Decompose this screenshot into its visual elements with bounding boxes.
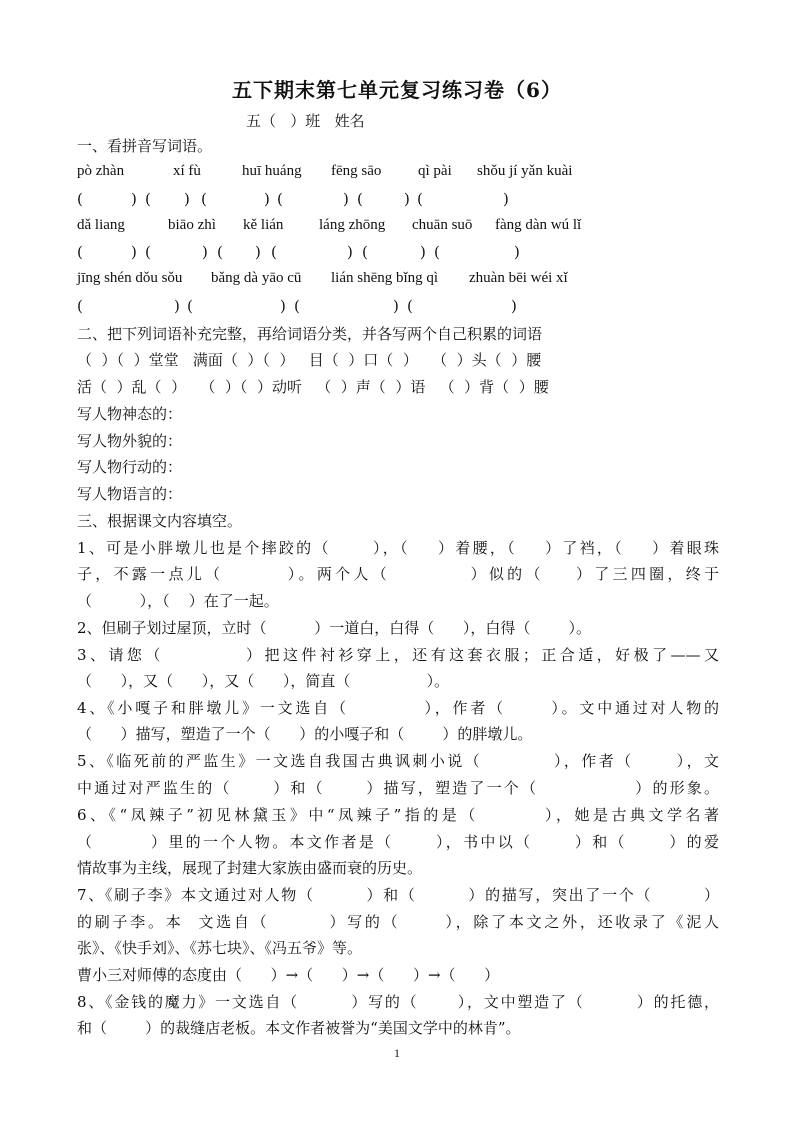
fill-line: 1、可是小胖墩儿也是个摔跤的（ ），（ ）着腰，（ ）了裆，（ ）着眼珠: [77, 539, 719, 557]
blank-open: (: [357, 190, 363, 208]
blank-close: ): [202, 243, 208, 261]
pinyin-item: pò zhàn: [77, 163, 125, 179]
pinyin-item: chuān suō: [412, 217, 473, 233]
blank-open: (: [77, 190, 83, 208]
answer-blanks-row-1: [77, 190, 777, 210]
fill-line: 8、《金钱的魔力》一文选自（ ）写的（ ），文中塑造了（ ）的托德，: [77, 993, 719, 1011]
pinyin-item: biāo zhì: [168, 217, 216, 233]
pinyin-item: fàng dàn wú lǐ: [495, 217, 582, 233]
section1-heading: 一、看拼音写词语。: [77, 137, 213, 155]
answer-blanks-row-3: [77, 297, 777, 317]
fill-line: （ ）描写，塑造了一个（ ）的小嘎子和（ ）的胖墩儿。: [77, 725, 533, 743]
fill-line: （ ），（ ）在了一起。: [77, 592, 279, 610]
category-expression: 写人物神态的：: [77, 405, 183, 423]
blank-open: (: [77, 297, 83, 315]
blank-close: ): [264, 190, 270, 208]
fill-line: 4、《小嘎子和胖墩儿》一文选自（ ），作者（ ）。文中通过对人物的: [77, 699, 719, 717]
blank-open: (: [145, 190, 151, 208]
fill-line: 和（ ）的裁缝店老板。本文作者被誉为“美国文学中的林肯”。: [77, 1019, 521, 1037]
blank-close: ): [404, 190, 410, 208]
blank-open: (: [277, 190, 283, 208]
pinyin-item: láng zhōng: [319, 217, 386, 233]
page-number: 1: [394, 1046, 400, 1060]
idiom-fill-row-1: （ ）（ ）堂堂 满面（ ）（ ） 目（ ）口（ ） （ ）头（ ）腰: [77, 351, 542, 369]
answer-blanks-row-2: [77, 243, 777, 263]
fill-line: （ ），又（ ），又（ ），简直（ ）。: [77, 672, 450, 690]
blank-close: ): [184, 190, 190, 208]
blank-close: ): [255, 243, 261, 261]
pinyin-row-1: [77, 163, 777, 183]
blank-open: (: [294, 297, 300, 315]
fill-line: 3、请您（ ）把这件衬衫穿上，还有这套衣服；正合适，好极了——又: [77, 646, 719, 664]
blank-open: (: [201, 190, 207, 208]
fill-line: 中通过对严监生的（ ）和（ ）描写，塑造了一个（ ）的形象。: [77, 779, 719, 797]
pinyin-item: zhuàn bēi wéi xǐ: [469, 270, 568, 286]
blank-close: ): [393, 297, 399, 315]
blank-open: (: [145, 243, 151, 261]
blank-close: ): [511, 297, 517, 315]
pinyin-item: jīng shén dǒu sǒu: [77, 270, 183, 286]
blank-open: (: [417, 190, 423, 208]
blank-close: ): [131, 243, 137, 261]
pinyin-item: huī huáng: [242, 163, 302, 179]
pinyin-item: dǎ liang: [77, 217, 125, 233]
section2-heading: 二、把下列词语补充完整，再给词语分类，并各写两个自己积累的词语: [77, 325, 543, 343]
fill-line: 7、《刷子李》本文通过对人物（ ）和（ ）的描写，突出了一个（ ）: [77, 886, 719, 904]
fill-line: 子，不露一点儿（ ）。两个人（ ）似的（ ）了三四圈，终于: [77, 565, 719, 583]
pinyin-row-2: [77, 217, 777, 237]
blank-close: ): [343, 190, 349, 208]
fill-line: 6、《“凤辣子”初见林黛玉》中“凤辣子”指的是（ ），她是古典文学名著: [77, 806, 719, 824]
pinyin-item: shǒu jí yǎn kuài: [477, 163, 573, 179]
blank-open: (: [434, 243, 440, 261]
category-speech: 写人物语言的：: [77, 485, 183, 503]
category-action: 写人物行动的：: [77, 458, 183, 476]
blank-open: (: [187, 297, 193, 315]
blank-open: (: [217, 243, 223, 261]
blank-close: ): [420, 243, 426, 261]
category-appearance: 写人物外貌的：: [77, 432, 183, 450]
blank-close: ): [347, 243, 353, 261]
pinyin-item: fēng sāo: [331, 163, 382, 179]
blank-open: (: [362, 243, 368, 261]
blank-open: (: [271, 243, 277, 261]
pinyin-item: bǎng dà yāo cū: [211, 270, 302, 286]
blank-open: (: [77, 243, 83, 261]
class-name-line: 五（ ）班 姓名: [246, 112, 365, 130]
page-title: 五下期末第七单元复习练习卷（6）: [232, 78, 562, 102]
pinyin-item: xí fù: [173, 163, 201, 179]
fill-line: 的刷子李。本 文选自（ ）写的（ ），除了本文之外，还收录了《泥人: [77, 913, 719, 931]
fill-line: 2、但刷子划过屋顶，立时（ ）一道白，白得（ ），白得（ ）。: [77, 619, 591, 637]
pinyin-item: lián shēng bǐng qì: [331, 270, 439, 286]
fill-line: （ ）里的一个人物。本文作者是（ ），书中以（ ）和（ ）的爱: [77, 833, 719, 851]
blank-open: (: [407, 297, 413, 315]
fill-line: 张》、《快手刘》、《苏七块》、《冯五爷》等。: [77, 939, 363, 957]
blank-close: ): [514, 243, 520, 261]
fill-line: 情故事为主线，展现了封建大家族由盛而衰的历史。: [77, 859, 423, 877]
blank-close: ): [280, 297, 286, 315]
idiom-fill-row-2: 活（ ）乱（ ） （ ）（ ）动听 （ ）声（ ）语 （ ）背（ ）腰: [77, 378, 549, 396]
pinyin-item: qì pài: [418, 163, 452, 179]
blank-close: ): [174, 297, 180, 315]
section3-heading: 三、根据课文内容填空。: [77, 512, 243, 530]
blank-close: ): [503, 190, 509, 208]
fill-line: 5、《临死前的严监生》一文选自我国古典讽刺小说（ ），作者（ ），文: [77, 752, 719, 770]
fill-line: 曹小三对师傅的态度由（ ）→（ ）→（ ）→（ ）: [77, 966, 500, 984]
pinyin-row-3: [77, 270, 777, 290]
blank-close: ): [131, 190, 137, 208]
pinyin-item: kě lián: [243, 217, 284, 233]
